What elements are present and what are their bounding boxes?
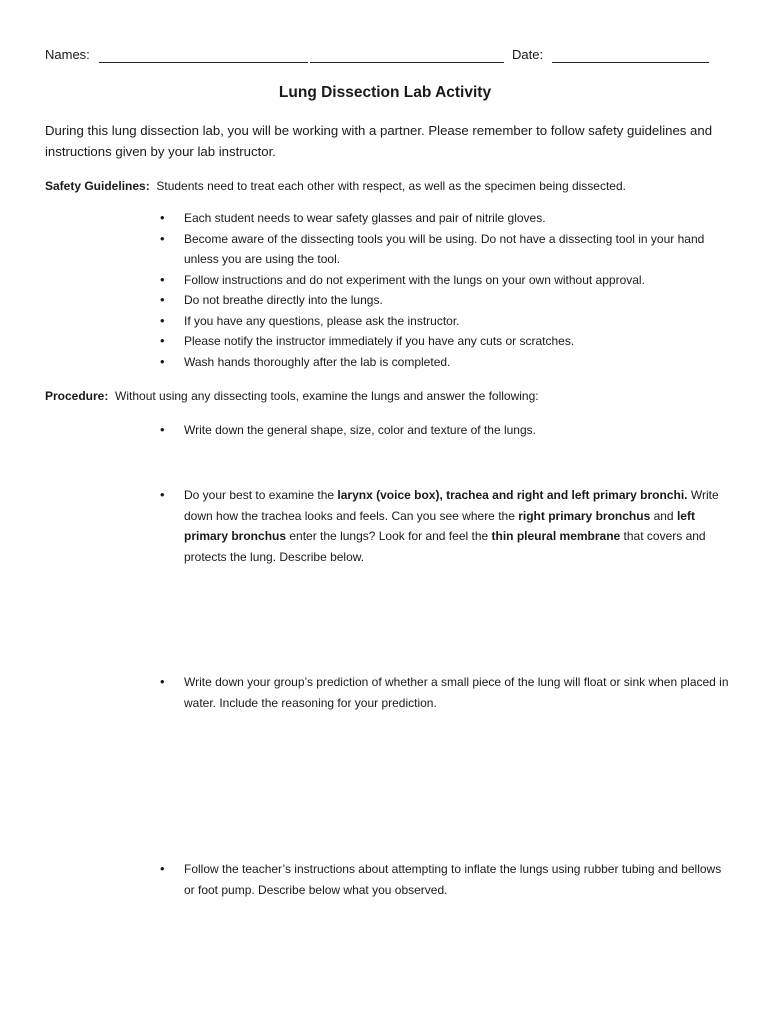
list-item: • Follow instructions and do not experiment with the lungs on your own without approval. <box>160 270 730 291</box>
safety-text: Students need to treat each other with respect, as well as the specimen being dissected. <box>156 179 626 193</box>
task2-bold-structures: larynx (voice box), trachea and right and left primary bronchi. <box>337 488 688 502</box>
procedure-task-1: • Write down the general shape, size, color and texture of the lungs. <box>160 420 730 441</box>
page-title: Lung Dissection Lab Activity <box>278 84 492 101</box>
safety-label: Safety Guidelines: <box>45 179 150 193</box>
task2-bold-left-bronchus: left primary bronchus <box>184 508 695 543</box>
task2-text: Write down how the trachea looks and feels. Can you see where the <box>184 488 719 523</box>
list-item: • Wash hands thoroughly after the lab is completed. <box>160 352 730 373</box>
procedure-label: Procedure: <box>45 389 109 403</box>
task2-text: and <box>650 508 677 523</box>
list-item: • Please notify the instructor immediately if you have any cuts or scratches. <box>160 331 730 352</box>
task2-text: enter the lungs? Look for and feel the <box>286 529 492 543</box>
task2-text: that covers and protects the lung. Describe below. <box>184 529 706 564</box>
procedure-task-4: • Follow the teacher’s instructions about attempting to inflate the lungs using rubber tubing and bellows or foot pump. Describe below what you observed. <box>160 859 730 900</box>
intro-paragraph: During this lung dissection lab, you will be working with a partner. Please remember to follow safety guidelines and instructions given by your lab instructor. <box>45 123 713 159</box>
procedure-text: Without using any dissecting tools, examine the lungs and answer the following: <box>115 389 539 403</box>
names-label: Names: <box>45 47 90 62</box>
list-item: • Each student needs to wear safety glasses and pair of nitrile gloves. <box>160 208 730 229</box>
list-item: • If you have any questions, please ask the instructor. <box>160 311 730 332</box>
task2-bold-right-bronchus: right primary bronchus <box>518 508 651 523</box>
safety-guidelines <box>45 177 735 195</box>
date-line[interactable] <box>552 62 709 63</box>
date-label: Date: <box>512 47 544 62</box>
names-line-1[interactable] <box>99 62 308 63</box>
list-item: • Become aware of the dissecting tools you will be using. Do not have a dissecting tool in your hand unless you are using the tool. <box>160 229 730 270</box>
task2-bold-pleural-membrane: thin pleural membrane <box>491 529 621 543</box>
procedure-task-3: • Write down your group’s prediction of whether a small piece of the lung will float or sink when placed in water. Include the reasoning for your prediction. <box>160 672 730 713</box>
procedure-intro <box>45 387 735 405</box>
list-item: • Do not breathe directly into the lungs. <box>160 290 730 311</box>
task2-text: Do your best to examine the <box>184 488 338 502</box>
safety-list <box>160 208 730 372</box>
procedure-task-2 <box>160 485 730 567</box>
names-line-2[interactable] <box>310 62 504 63</box>
